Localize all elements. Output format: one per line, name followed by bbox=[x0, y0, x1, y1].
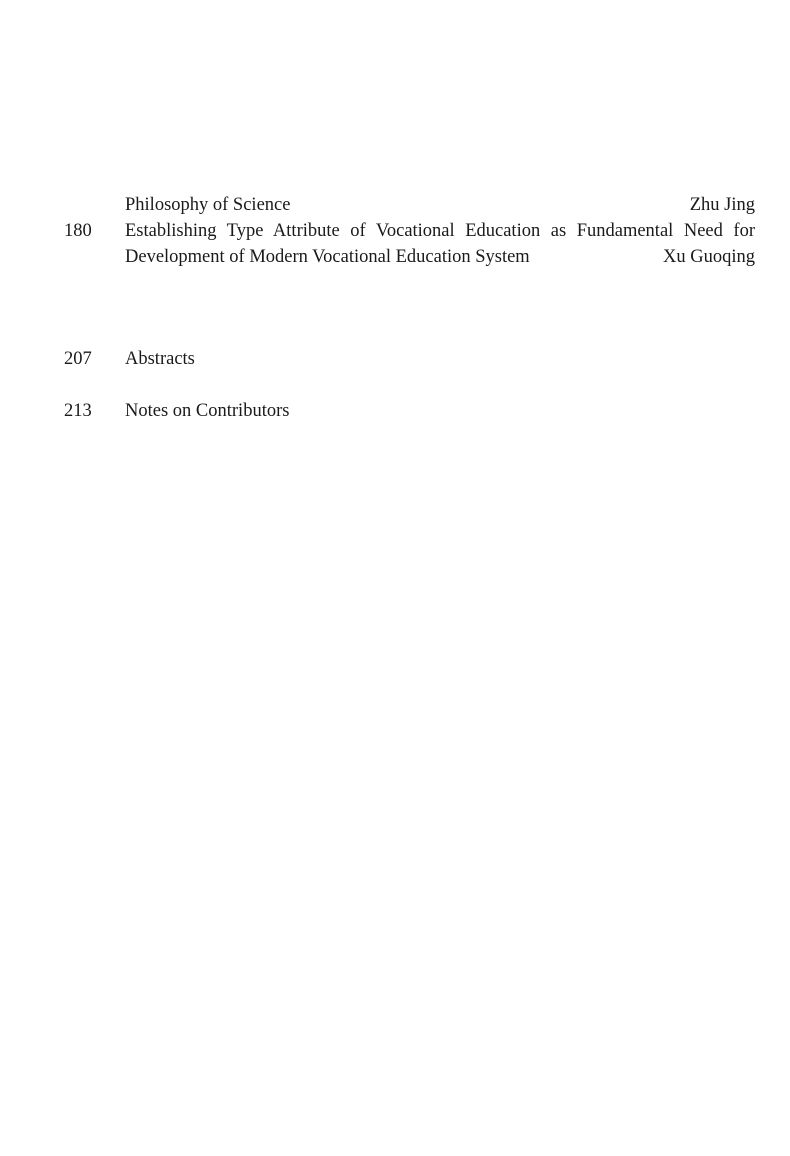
toc-entry-title: Abstracts bbox=[125, 349, 195, 369]
toc-entry-author: Zhu Jing bbox=[689, 195, 755, 215]
toc-entry-213 bbox=[0, 398, 790, 424]
toc-entry-continued bbox=[0, 192, 790, 218]
toc-entry-title: Establishing Type Attribute of Vocational Education as Fundamental Need for bbox=[125, 221, 755, 241]
toc-page-number: 180 bbox=[64, 221, 92, 241]
toc-entry-207 bbox=[0, 346, 790, 372]
toc-entry-author: Xu Guoqing bbox=[663, 247, 755, 267]
toc-page-number: 207 bbox=[64, 349, 92, 369]
toc-entry-title-continued: Development of Modern Vocational Education System bbox=[125, 247, 530, 267]
toc-entry-180-line1 bbox=[0, 218, 790, 244]
toc-entry-title: Philosophy of Science bbox=[125, 195, 291, 215]
toc-entry-title: Notes on Contributors bbox=[125, 401, 290, 421]
toc-page-number: 213 bbox=[64, 401, 92, 421]
toc-entry-180-line2 bbox=[0, 244, 790, 270]
